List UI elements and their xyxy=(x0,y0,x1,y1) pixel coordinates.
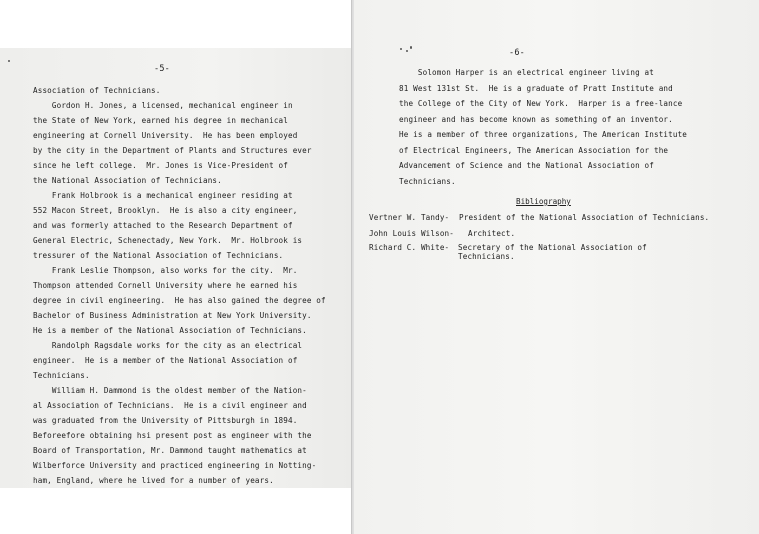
bibliography-name: Vertner W. Tandy- xyxy=(369,213,450,222)
text-line: the National Association of Technicians. xyxy=(33,176,222,185)
text-line: Technicians. xyxy=(399,176,456,186)
scan-margin-bottom xyxy=(0,488,352,534)
text-line: since he left college. Mr. Jones is Vice-President of xyxy=(33,161,288,170)
bibliography-name: John Louis Wilson- xyxy=(369,229,454,238)
text-line: engineer and has become known as something of an inventor. xyxy=(399,114,673,124)
text-line: Bachelor of Business Administration at New York University. xyxy=(33,311,312,320)
text-line: al Association of Technicians. He is a civil engineer and xyxy=(33,401,307,410)
scan-speck xyxy=(406,50,408,52)
left-page xyxy=(0,48,352,488)
text-line: Beforeefore obtaining hsi present post as engineer with the xyxy=(33,431,312,440)
text-line: 552 Macon Street, Brooklyn. He is also a city engineer, xyxy=(33,206,298,215)
text-line: Association of Technicians. xyxy=(33,86,161,95)
right-page xyxy=(354,0,759,534)
scan-margin-top xyxy=(0,0,352,48)
bibliography-description: Secretary of the National Association of xyxy=(458,243,647,252)
text-line: Solomon Harper is an electrical engineer living at xyxy=(399,68,654,77)
scan-speck xyxy=(8,60,10,62)
page-number: -6- xyxy=(509,48,525,58)
page-number: -5- xyxy=(154,64,170,74)
text-line: engineering at Cornell University. He has been employed xyxy=(33,131,298,140)
scan-speck xyxy=(400,48,402,50)
text-line: He is a member of the National Association of Technicians. xyxy=(33,326,307,335)
text-line: Technicians. xyxy=(33,371,90,380)
text-line: tressurer of the National Association of Technicians. xyxy=(33,251,284,260)
scan-speck xyxy=(410,46,412,49)
bibliography-description: Technicians. xyxy=(458,252,515,261)
text-line: Frank Leslie Thompson, also works for the city. Mr. xyxy=(33,266,298,275)
text-line: engineer. He is a member of the National Association of xyxy=(33,356,298,365)
bibliography-description: Architect. xyxy=(468,229,516,238)
text-line: by the city in the Department of Plants and Structures ever xyxy=(33,146,312,155)
text-line: of Electrical Engineers, The American Association for the xyxy=(399,145,669,155)
text-line: 81 West 131st St. He is a graduate of Pratt Institute and xyxy=(399,83,673,93)
text-line: Board of Transportation, Mr. Dammond taught mathematics at xyxy=(33,446,307,455)
bibliography-title: Bibliography xyxy=(516,197,571,206)
text-line: degree in civil engineering. He has also gained the degree of xyxy=(33,296,326,305)
text-line: and was formerly attached to the Research Department of xyxy=(33,221,293,230)
text-line: the State of New York, earned his degree in mechanical xyxy=(33,116,288,125)
bibliography-description: President of the National Association of Technicians. xyxy=(459,213,710,222)
text-line: ham, England, where he lived for a number of years. xyxy=(33,476,274,485)
text-line: Advancement of Science and the National Association of xyxy=(399,161,654,170)
text-line: Thompson attended Cornell University where he earned his xyxy=(33,281,298,290)
text-line: Gordon H. Jones, a licensed, mechanical engineer in xyxy=(33,101,293,110)
text-line: the College of the City of New York. Harper is a free-lance xyxy=(399,99,683,108)
text-line: Wilberforce University and practiced engineering in Notting- xyxy=(33,461,317,470)
text-line: Randolph Ragsdale works for the city as an electrical xyxy=(33,341,303,350)
text-line: He is a member of three organizations, The American Institute xyxy=(399,130,688,139)
text-line: General Electric, Schenectady, New York. Mr. Holbrook is xyxy=(33,236,303,245)
bibliography-name: Richard C. White- xyxy=(369,243,450,252)
text-line: William H. Dammond is the oldest member of the Nation- xyxy=(33,386,307,395)
text-line: was graduated from the University of Pittsburgh in 1894. xyxy=(33,416,298,425)
text-line: Frank Holbrook is a mechanical engineer residing at xyxy=(33,191,293,200)
